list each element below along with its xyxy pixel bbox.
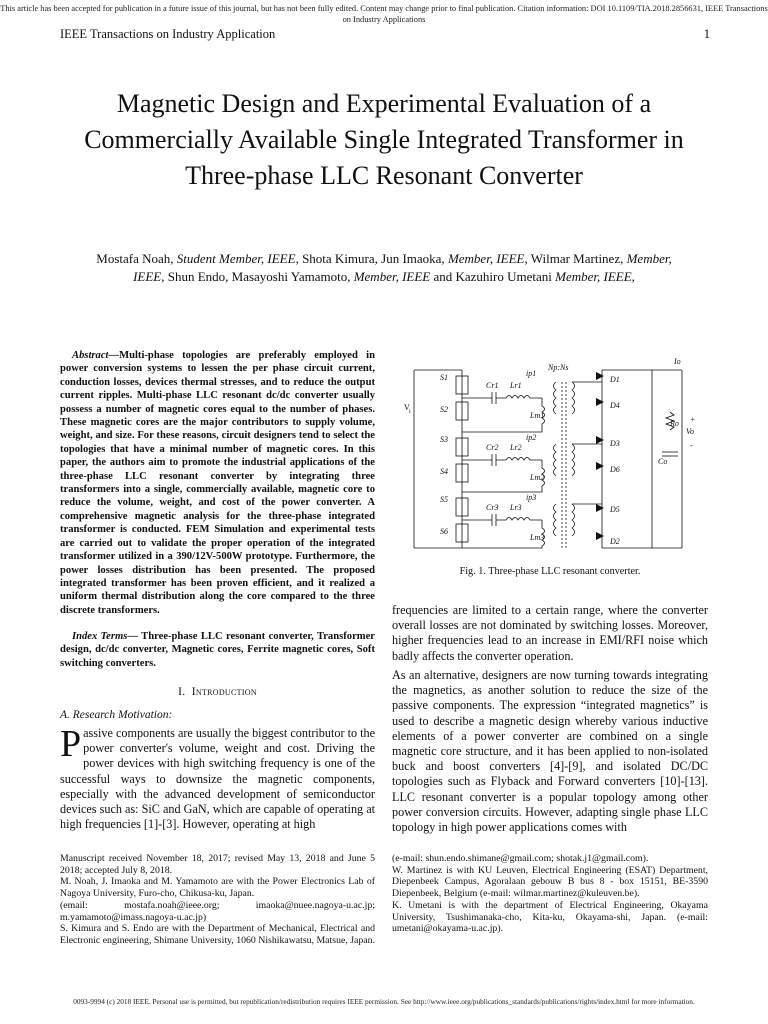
author-text: , (631, 268, 635, 284)
label-lr3: Lr3 (510, 503, 522, 512)
label-d4: D4 (610, 401, 620, 410)
footnote-line: Manuscript received November 18, 2017; revised May 13, 2018 and June 5 2018; accepted July 8, 2018. (60, 853, 375, 876)
inductor-lr3 (496, 518, 542, 521)
author-role: Member, IEEE (555, 268, 632, 284)
index-terms-text: — Three-phase LLC resonant converter, Transformer design, dc/dc converter, Magnetic cores, Ferrite magnetic cores, Soft switching converters. (60, 631, 375, 669)
figure-caption: Fig. 1. Three-phase LLC resonant converter. (459, 566, 641, 577)
copyright-notice: 0093-9994 (c) 2018 IEEE. Personal use is permitted, but republication/redistribution requires IEEE permission. See http://www.ieee.org/publications_standards/publications/rights/index.html for more information. (73, 997, 695, 1006)
secondary-winding-2 (572, 444, 575, 476)
index-terms-label: Index Terms (72, 631, 128, 642)
leg-1 (456, 370, 545, 432)
label-d2: D2 (610, 537, 620, 546)
label-io: Io (674, 357, 681, 366)
diode-d2 (596, 532, 604, 540)
footnote-line: K. Umetani is with the department of Electrical Engineering, Okayama University, Tsushimanaka-cho, Kita-ku, Okayama-shi, Japan. (e-mail: umetani@okayama-u.ac.jp). (392, 899, 708, 935)
author-list (95, 250, 673, 285)
label-s2: S2 (440, 405, 448, 414)
author-text: , Shun Endo, Masayoshi Yamamoto, (161, 268, 354, 284)
label-s6: S6 (440, 527, 448, 536)
primary-winding-2 (554, 444, 557, 476)
label-s5: S5 (440, 495, 448, 504)
author-text: and Kazuhiro Umetani (430, 268, 556, 284)
author-text: , Wilmar Martinez, (524, 251, 627, 266)
author-role: Student Member, IEEE (176, 251, 296, 266)
label-cr3: Cr3 (486, 503, 499, 512)
abstract-text: —Multi-phase topologies are preferably employed in power conversion systems to lessen the per phase circuit current, conduction losses, devices thermal stresses, and to reduce the output current ripples. Multi-phase LLC resonant dc/dc converter usually possess a number of magnetic cores equal to the number of phases. These magnetic cores are the major contributors to supply volume, weight, and size. For these reasons, circuit designers tend to select the topologies that have a minimal number of magnetic cores. In this paper, the authors aim to promote the industrial applications of the three-phase LLC resonant converter by integrating three transformers into a single, commercially available, magnetic core to reduce the volume, weight, and cost of the power converter. A comprehensive magnetic analysis for the three-phase integrated transformer is conducted. FEM Simulation and experimental tests are carried out to validate the proper operation of the integrated transformer utilized in a 390/12V-500W prototype. Furthermore, the power losses distribution has been presented. The proposed integrated transformer has been proven efficient, and it realized a uniform thermal distribution along the core compared to the three discrete transformers. (60, 350, 375, 616)
footnote-right (392, 853, 708, 935)
label-ro: Ro (670, 419, 679, 428)
footnote-line: S. Kimura and S. Endo are with the Department of Mechanical, Electrical and Electronic engineering, Shimane University, 1060 Nishikawatsu, Matsue, Japan. (60, 923, 375, 946)
abstract (60, 349, 375, 617)
label-s1: S1 (440, 373, 448, 382)
label-minus: - (690, 441, 693, 450)
label-np-ns: Np:Ns (548, 363, 569, 372)
intro-paragraph (60, 723, 375, 832)
diode-d3 (596, 436, 604, 444)
label-vo: Vo (686, 427, 694, 436)
secondary-winding-1 (572, 382, 575, 414)
footnote-left (60, 853, 375, 947)
label-cr1: Cr1 (486, 381, 499, 390)
secondary-winding-3 (572, 504, 575, 536)
footnote-line: M. Noah, J. Imaoka and M. Yamamoto are with the Power Electronics Lab of Nagoya University, Furo-cho, Chikusa-ku, Japan. (60, 876, 375, 900)
paper-title: Magnetic Design and Experimental Evaluation of a Commercially Available Single Integrated Transformer in Three-phase LLC Resonant Converter (84, 89, 684, 190)
author-role: Member, IEEE (133, 251, 672, 284)
diode-d5 (596, 504, 604, 512)
dropcap: P (60, 723, 82, 765)
label-d3: D3 (610, 439, 620, 448)
subsection-heading: A. Research Motivation: (60, 709, 173, 721)
circuit-figure (402, 352, 702, 560)
vi-label: V (404, 403, 410, 412)
label-d5: D5 (610, 505, 620, 514)
label-d1: D1 (610, 375, 620, 384)
label-lm2: Lm2 (530, 473, 545, 482)
label-co: Co (658, 457, 668, 466)
author-role: Member, IEEE (447, 251, 525, 266)
abstract-label: Abstract (72, 350, 109, 361)
author-text: Mostafa Noah, (96, 251, 177, 266)
intro-text: assive components are usually the biggest contributor to the power converter's volume, weight and cost. Driving the power devices with high switching frequency is one of the successful ways to downsize the magnetic components, especially with the advanced development of semiconductor devices such as: SiC and GaN, which are capable of operating at high frequencies [1]-[3]. However, operating at high (60, 726, 375, 832)
label-ip2: ip2 (526, 433, 537, 442)
label-s3: S3 (440, 435, 448, 444)
diode-d1 (596, 372, 604, 380)
publication-notice: This article has been accepted for publication in a future issue of this journal, but has not been fully edited. Content may change prior to final publication. Citation information: DOI 10.1109/TIA.2018.2856631, IEEE Transactions on Industry Applications (0, 4, 768, 24)
journal-name: IEEE Transactions on Industry Application (60, 27, 276, 41)
section-number: I. (178, 686, 186, 698)
right-paragraph-2: As an alternative, designers are now turning towards integrating the magnetics, as another solution to reduce the size of the passive components. The expression “integrated magnetics” is used to describe a magnetic design whereby various inductive elements of a power converter are combined on a single magnetic core structure, and it has been applied to non-isolated buck and boost converters [4]-[9], and isolated DC/DC topologies such as Flyback and Forward converters [10]-[13]. LLC resonant converter is a popular topology among other power conversion circuits. However, adapting single phase LLC topology in high power applications comes with (392, 668, 708, 835)
section-heading (60, 686, 375, 698)
author-role: Member, IEEE (353, 268, 431, 284)
label-cr2: Cr2 (486, 443, 499, 452)
inductor-lr1 (496, 396, 542, 399)
primary-winding-1 (554, 382, 557, 414)
section-title: Introduction (191, 686, 257, 698)
vi-sub: i (409, 409, 411, 415)
label-lr2: Lr2 (510, 443, 522, 452)
diode-d6 (596, 462, 604, 470)
footnote-line: W. Martinez is with KU Leuven, Electrical Engineering (ESAT) Department, Diepenbeek Campus, Agoralaan gebouw B bus 8 - box 15151, BE-3590 Diepenbeek, Belgium (e-mail: wilmar.martinez@kuleuven.be). (392, 864, 708, 900)
footnote-line: (e-mail: shun.endo.shimane@gmail.com; shotak.j1@gmail.com). (392, 853, 649, 864)
footnote-line: (email: mostafa.noah@ieee.org; imaoka@nuee.nagoya-u.ac.jp; m.yamamoto@imass.nagoya-u.ac.jp) (60, 899, 375, 923)
author-text: , Shota Kimura, Jun Imaoka, (295, 251, 448, 266)
label-s4: S4 (440, 467, 448, 476)
inductor-lr2 (496, 458, 542, 461)
index-terms (60, 630, 375, 670)
label-d6: D6 (610, 465, 620, 474)
label-plus: + (690, 415, 696, 424)
right-paragraph-1: frequencies are limited to a certain range, where the converter overall losses are not dominated by switching losses. Moreover, higher frequencies lead to an increase in EMI/RFI noise which badly affects the converter operation. (392, 603, 708, 663)
label-lm3: Lm3 (530, 533, 545, 542)
label-ip3: ip3 (526, 493, 537, 502)
diode-d4 (596, 398, 604, 406)
label-lr1: Lr1 (510, 381, 522, 390)
label-ip1: ip1 (526, 369, 537, 378)
running-head (60, 27, 710, 42)
page-number: 1 (703, 27, 710, 41)
label-lm1: Lm1 (530, 411, 545, 420)
circuit-diagram (402, 352, 702, 560)
primary-winding-3 (554, 504, 557, 536)
